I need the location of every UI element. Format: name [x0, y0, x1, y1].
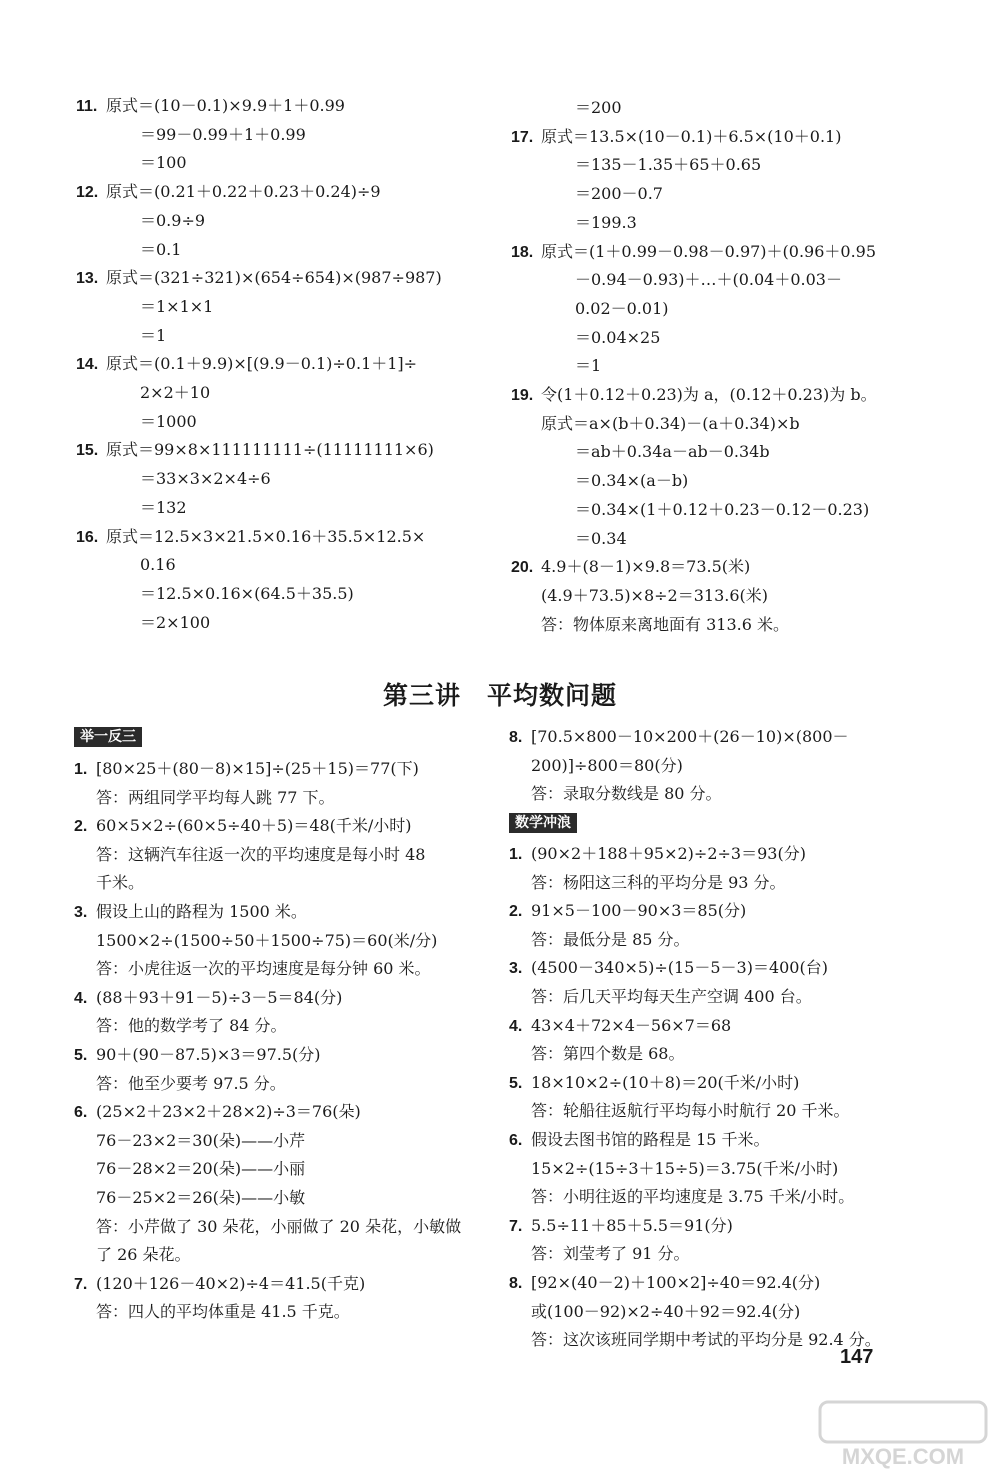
challenge-tag: 数学冲浪 — [509, 813, 577, 833]
answer-line — [531, 1302, 800, 1322]
answer-line — [76, 354, 417, 375]
answer-line — [531, 784, 722, 804]
item-text: ＝99－0.99＋1＋0.99 — [140, 124, 306, 144]
answer-line — [106, 383, 210, 403]
answer-line — [106, 498, 187, 518]
answer-line — [76, 440, 434, 461]
answer-line — [541, 213, 637, 233]
item-number: 5. — [74, 1047, 88, 1064]
item-number: 8. — [509, 729, 523, 746]
item-text: 原式＝(1＋0.99－0.98－0.97)＋(0.96＋0.95 — [541, 241, 877, 261]
item-number: 3. — [509, 960, 523, 978]
answer-line — [76, 268, 442, 289]
item-text: (4500－340×5)÷(15－5－3)＝400(台) — [531, 958, 828, 978]
item-text: 千米。 — [96, 873, 145, 893]
item-number: 12. — [76, 184, 99, 202]
item-text: (90×2＋188＋95×2)÷2÷3＝93(分) — [531, 844, 806, 863]
answer-line — [106, 125, 306, 145]
answer-line — [509, 727, 849, 748]
answer-line — [509, 844, 806, 865]
item-number: 8. — [509, 1275, 523, 1292]
answer-line — [541, 184, 663, 204]
item-text: ＝1 — [575, 356, 602, 376]
item-text: 2×2＋10 — [140, 383, 211, 402]
item-number: 20. — [511, 559, 534, 577]
item-text: 答：小虎往返一次的平均速度是每分钟 60 米。 — [96, 959, 431, 979]
answer-line — [511, 385, 877, 406]
answer-line — [96, 1245, 191, 1265]
item-text: ＝0.9÷9 — [140, 210, 206, 230]
item-text: 令(1＋0.12＋0.23)为 a，(0.12＋0.23)为 b。 — [541, 385, 877, 404]
answer-line — [531, 756, 683, 776]
item-text: 原式＝12.5×3×21.5×0.16＋35.5×12.5× — [106, 526, 426, 546]
answer-line — [96, 1217, 461, 1237]
answer-line — [509, 1130, 770, 1151]
item-text: [92×(40－2)＋100×2]÷40＝92.4(分) — [531, 1273, 821, 1292]
item-text: ＝0.34×(a－b) — [575, 471, 689, 491]
item-text: －0.94－0.93)＋…＋(0.04＋0.03－ — [575, 270, 842, 290]
item-text: 答：四人的平均体重是 41.5 千克。 — [96, 1302, 350, 1322]
item-text: 91×5－100－90×3＝85(分) — [531, 901, 747, 921]
item-text: 答：杨阳这三科的平均分是 93 分。 — [531, 872, 786, 892]
answer-line — [106, 555, 176, 575]
item-text: 答：两组同学平均每人跳 77 下。 — [96, 787, 335, 807]
item-text: 答：轮船往返航行平均每小时航行 20 千米。 — [531, 1101, 850, 1121]
item-text: 1500×2÷(1500÷50＋1500÷75)＝60(米/分) — [96, 930, 438, 950]
item-text: (120＋126－40×2)÷4＝41.5(千克) — [96, 1273, 366, 1293]
answer-line — [96, 788, 335, 808]
item-number: 13. — [76, 270, 99, 288]
item-text: 76－28×2＝20(朵)——小丽 — [96, 1159, 306, 1179]
item-text: 原式＝99×8×111111111÷(11111111×6) — [106, 440, 434, 460]
item-number: 17. — [511, 128, 534, 146]
answer-line — [541, 155, 761, 175]
answer-line — [106, 584, 354, 604]
answer-line — [106, 412, 197, 432]
answer-line — [96, 959, 431, 979]
answer-line — [74, 902, 307, 923]
item-number: 7. — [74, 1275, 88, 1293]
item-number: 2. — [509, 903, 523, 921]
answer-line — [509, 958, 828, 979]
practice-tag: 举一反三 — [74, 727, 142, 747]
answer-line — [531, 987, 812, 1007]
answer-line — [511, 242, 876, 263]
item-text: 答：这次该班同学期中考试的平均分是 92.4 分。 — [531, 1330, 881, 1350]
answer-line — [531, 1244, 690, 1264]
item-text: (4.9＋73.5)×8÷2＝313.6(米) — [541, 585, 769, 605]
answer-line — [531, 1159, 838, 1179]
item-number: 1. — [509, 846, 523, 863]
answer-line — [531, 930, 690, 950]
answer-line — [96, 1302, 350, 1322]
item-text: 假设去图书馆的路程是 15 千米。 — [531, 1130, 770, 1149]
answer-line — [509, 901, 746, 922]
item-text: 76－25×2＝26(朵)——小敏 — [96, 1188, 306, 1207]
answer-line — [541, 98, 622, 118]
answer-line — [74, 1045, 321, 1066]
item-text: 15×2÷(15÷3＋15÷5)＝3.75(千米/小时) — [531, 1158, 839, 1178]
item-text: [80×25＋(80－8)×15]÷(25＋15)＝77(下) — [96, 759, 419, 778]
answer-line — [96, 1131, 305, 1151]
answer-line — [511, 557, 750, 578]
item-number: 19. — [511, 387, 534, 404]
item-text: 90＋(90－87.5)×3＝97.5(分) — [96, 1045, 321, 1064]
item-text: ＝0.1 — [140, 239, 182, 259]
item-text: (88＋93＋91－5)÷3－5＝84(分) — [96, 987, 343, 1007]
answer-line — [541, 586, 768, 606]
answer-line — [531, 873, 786, 893]
item-number: 18. — [511, 243, 534, 261]
item-text: 原式＝(0.1＋9.9)×[(9.9－0.1)÷0.1＋1]÷ — [106, 354, 418, 374]
answer-line — [541, 442, 770, 462]
answer-line — [106, 613, 210, 633]
item-text: 答：小明往返的平均速度是 3.75 千米/小时。 — [531, 1187, 855, 1207]
answer-line — [531, 1187, 854, 1207]
item-text: 答：刘莹考了 91 分。 — [531, 1244, 690, 1264]
answer-line — [509, 1016, 731, 1037]
answer-line — [96, 845, 425, 865]
item-number: 2. — [74, 818, 88, 836]
answer-line — [531, 1044, 684, 1064]
item-number: 6. — [509, 1132, 523, 1149]
item-text: 答：物体原来离地面有 313.6 米。 — [541, 614, 789, 634]
item-text: ＝1 — [140, 325, 167, 345]
item-text: 了 26 朵花。 — [96, 1245, 191, 1265]
item-text: 答：录取分数线是 80 分。 — [531, 784, 722, 804]
item-text: 200)]÷800＝80(分) — [531, 755, 683, 775]
item-text: ＝2×100 — [140, 612, 211, 632]
item-text: ＝200 — [575, 98, 622, 117]
item-text: (25×2＋23×2＋28×2)÷3＝76(朵) — [96, 1102, 361, 1122]
item-text: ＝0.34×(1＋0.12＋0.23－0.12－0.23) — [575, 499, 870, 519]
answer-line — [96, 873, 144, 893]
item-text: ＝1×1×1 — [140, 296, 214, 316]
item-text: 0.02－0.01) — [575, 298, 669, 318]
answer-line — [541, 471, 688, 491]
item-text: 4.9＋(8－1)×9.8＝73.5(米) — [541, 557, 751, 577]
item-text: 答：这辆汽车往返一次的平均速度是每小时 48 — [96, 844, 426, 864]
answer-line — [106, 240, 181, 260]
item-text: ＝12.5×0.16×(64.5＋35.5) — [140, 583, 354, 603]
watermark-logo — [818, 1400, 988, 1470]
answer-line — [509, 1273, 820, 1294]
item-text: ＝0.04×25 — [575, 327, 661, 347]
answer-line — [541, 615, 789, 635]
item-number: 4. — [509, 1017, 523, 1035]
item-text: ＝0.34 — [575, 528, 627, 548]
item-number: 15. — [76, 442, 99, 460]
item-text: 原式＝(0.21＋0.22＋0.23＋0.24)÷9 — [106, 182, 381, 202]
answer-line — [509, 1073, 799, 1094]
answer-line — [541, 500, 869, 520]
item-text: 答：小芹做了 30 朵花，小丽做了 20 朵花，小敏做 — [96, 1216, 462, 1236]
answer-line — [74, 1102, 361, 1123]
answer-line — [76, 527, 425, 548]
item-number: 7. — [509, 1217, 523, 1235]
answer-line — [96, 1016, 287, 1036]
answer-line — [531, 1101, 850, 1121]
item-text: 原式＝a×(b＋0.34)－(a＋0.34)×b — [541, 413, 800, 433]
answer-line — [541, 328, 660, 348]
item-text: 5.5÷11＋85＋5.5＝91(分) — [531, 1215, 733, 1235]
answer-line — [541, 356, 601, 376]
answer-line — [96, 1074, 286, 1094]
item-text: ＝132 — [140, 497, 187, 517]
answer-line — [74, 759, 419, 780]
answer-line — [76, 182, 381, 203]
answer-line — [541, 270, 842, 290]
answer-line — [106, 297, 213, 317]
item-text: 假设上山的路程为 1500 米。 — [96, 902, 307, 921]
item-text: 76－23×2＝30(朵)——小芹 — [96, 1130, 306, 1150]
item-text: 60×5×2÷(60×5÷40＋5)＝48(千米/小时) — [96, 816, 412, 836]
answer-line — [76, 96, 345, 117]
answer-line — [541, 529, 627, 549]
item-text: 或(100－92)×2÷40＋92＝92.4(分) — [531, 1301, 801, 1321]
item-text: 答：他的数学考了 84 分。 — [96, 1016, 287, 1036]
item-text: 原式＝(321÷321)×(654÷654)×(987÷987) — [106, 268, 442, 288]
item-text: ＝200－0.7 — [575, 184, 663, 204]
item-number: 16. — [76, 528, 99, 546]
item-text: ＝1000 — [140, 411, 197, 431]
item-text: 原式＝13.5×(10－0.1)＋6.5×(10＋0.1) — [541, 126, 842, 146]
item-text: ＝199.3 — [575, 212, 637, 232]
answer-line — [541, 299, 669, 319]
answer-line — [96, 931, 437, 951]
item-text: 18×10×2÷(10＋8)＝20(千米/小时) — [531, 1072, 800, 1092]
item-number: 5. — [509, 1074, 523, 1092]
answer-line — [106, 326, 166, 346]
answer-line — [511, 127, 841, 148]
answer-line — [96, 1159, 305, 1179]
answer-line — [509, 1216, 733, 1237]
item-number: 3. — [74, 904, 88, 921]
item-number: 1. — [74, 761, 88, 778]
item-text: ＝ab＋0.34a－ab－0.34b — [575, 442, 770, 462]
item-text: 0.16 — [140, 555, 176, 575]
item-text: 43×4＋72×4－56×7＝68 — [531, 1015, 732, 1035]
answer-line — [531, 1330, 881, 1350]
item-text: ＝100 — [140, 153, 187, 173]
item-text: 答：最低分是 85 分。 — [531, 929, 690, 949]
item-text: ＝135－1.35＋65＋0.65 — [575, 155, 762, 175]
item-text: 答：后几天平均每天生产空调 400 台。 — [531, 987, 812, 1006]
section-title: 第三讲 平均数问题 — [382, 681, 617, 710]
item-text: ＝33×3×2×4÷6 — [140, 469, 271, 489]
item-number: 14. — [76, 356, 99, 374]
item-text: 原式＝(10－0.1)×9.9＋1＋0.99 — [106, 96, 345, 115]
answer-line — [74, 816, 412, 837]
answer-line — [106, 211, 205, 231]
answer-line — [74, 1274, 365, 1295]
item-number: 4. — [74, 989, 88, 1007]
page-number: 147 — [840, 1346, 874, 1368]
item-text: 答：第四个数是 68。 — [531, 1044, 685, 1064]
answer-line — [541, 414, 800, 434]
answer-line — [106, 153, 187, 173]
answer-line — [96, 1188, 305, 1208]
item-text: [70.5×800－10×200＋(26－10)×(800－ — [531, 727, 849, 746]
answer-line — [106, 469, 271, 489]
item-text: 答：他至少要考 97.5 分。 — [96, 1073, 286, 1093]
item-number: 6. — [74, 1104, 88, 1122]
svg-text:MXQE.COM: MXQE.COM — [841, 1444, 965, 1469]
item-number: 11. — [76, 98, 98, 115]
answer-line — [74, 988, 342, 1009]
